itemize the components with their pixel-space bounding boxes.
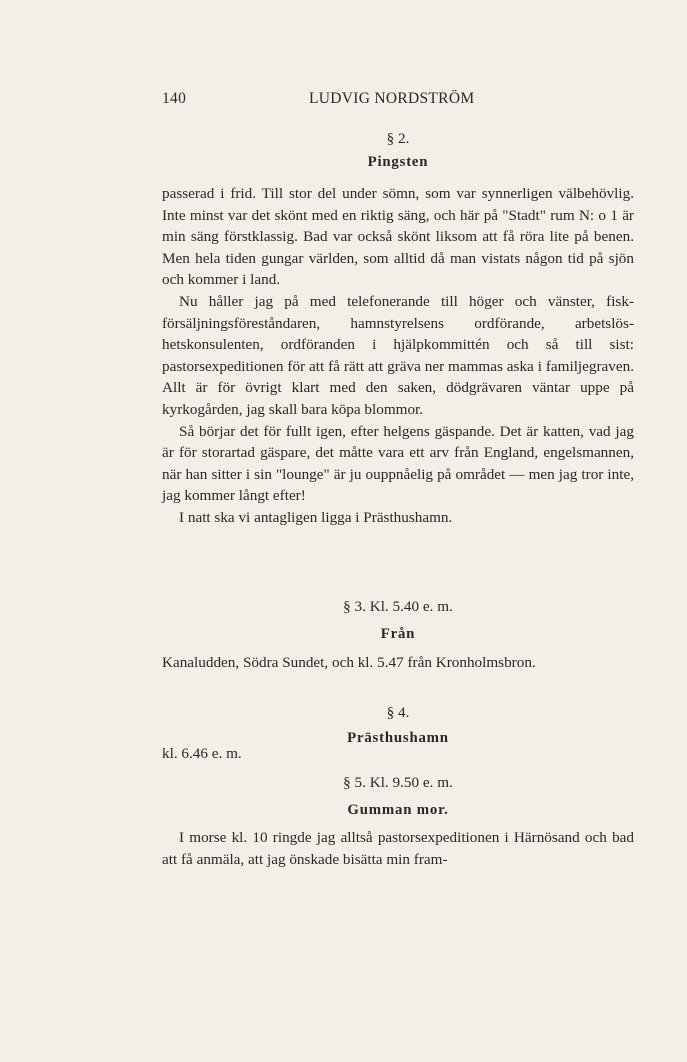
section-number: § 4. [386,704,410,721]
section-title: Prästhushamn [347,729,449,746]
paragraph: Nu håller jag på med telefonerande till höger och vänster, fiskförsäljningsföreståndaren, hamnstyrelsens ordförande, arbetslöshetskonsulenten, ordföranden i hjälpkommittén och så till sist: pastorsexpeditionen för att få rätt att gräva ner mammas aska i familjegraven. Allt är för övrigt klart med den saken, dödgrävaren väntar uppe på kyrkogården, jag skall bara köpa blommor. [162,292,634,418]
section-title: Pingsten [367,153,429,170]
paragraph: I morse kl. 10 ringde jag alltså pastorsexpeditionen i Härnösand och bad att få anmäla, att jag önskade bisätta min fram- [162,829,634,868]
section-3-body [162,652,634,674]
section-3-heading [162,596,634,645]
section-number: § 5. Kl. 9.50 e. m. [343,774,453,791]
section-number: § 3. Kl. 5.40 e. m. [343,598,453,615]
paragraph: passerad i frid. Till stor del under sömn, som var synnerligen välbehövlig. Inte minst var det skönt med en riktig säng, och här på "Stadt" rum N: o 1 är min säng förstklassig. Bad var också skönt liksom att få röra lite på benen. Men hela tiden gungar världen, som alltid då man vistats någon tid på sjön och kommer i land. [162,185,634,289]
paragraph: Så börjar det för fullt igen, efter helgens gäspande. Det är katten, vad jag är för storartad gäspare, det måtte vara ett arv från England, engelsmannen, när han sitter i sin "lounge" är ju ouppnåelig på området — men jag tror inte, jag kommer långt efter! [162,422,634,505]
section-5-heading [162,772,634,821]
section-number: § 2. [386,130,410,147]
section-4-body: kl. 6.46 e. m. [162,745,242,762]
page-number: 140 [162,90,187,107]
paragraph: I natt ska vi antagligen ligga i Prästhushamn. [179,508,453,526]
section-title: Från [380,625,416,642]
section-5-body [162,827,634,870]
author-name: LUDVIG NORDSTRÖM [309,90,475,107]
section-2-body [162,183,634,529]
running-head [162,90,632,112]
section-2-heading [162,128,634,173]
section-title: Gumman mor. [347,801,449,818]
paragraph: Kanaludden, Södra Sundet, och kl. 5.47 från Kronholmsbron. [162,654,536,671]
